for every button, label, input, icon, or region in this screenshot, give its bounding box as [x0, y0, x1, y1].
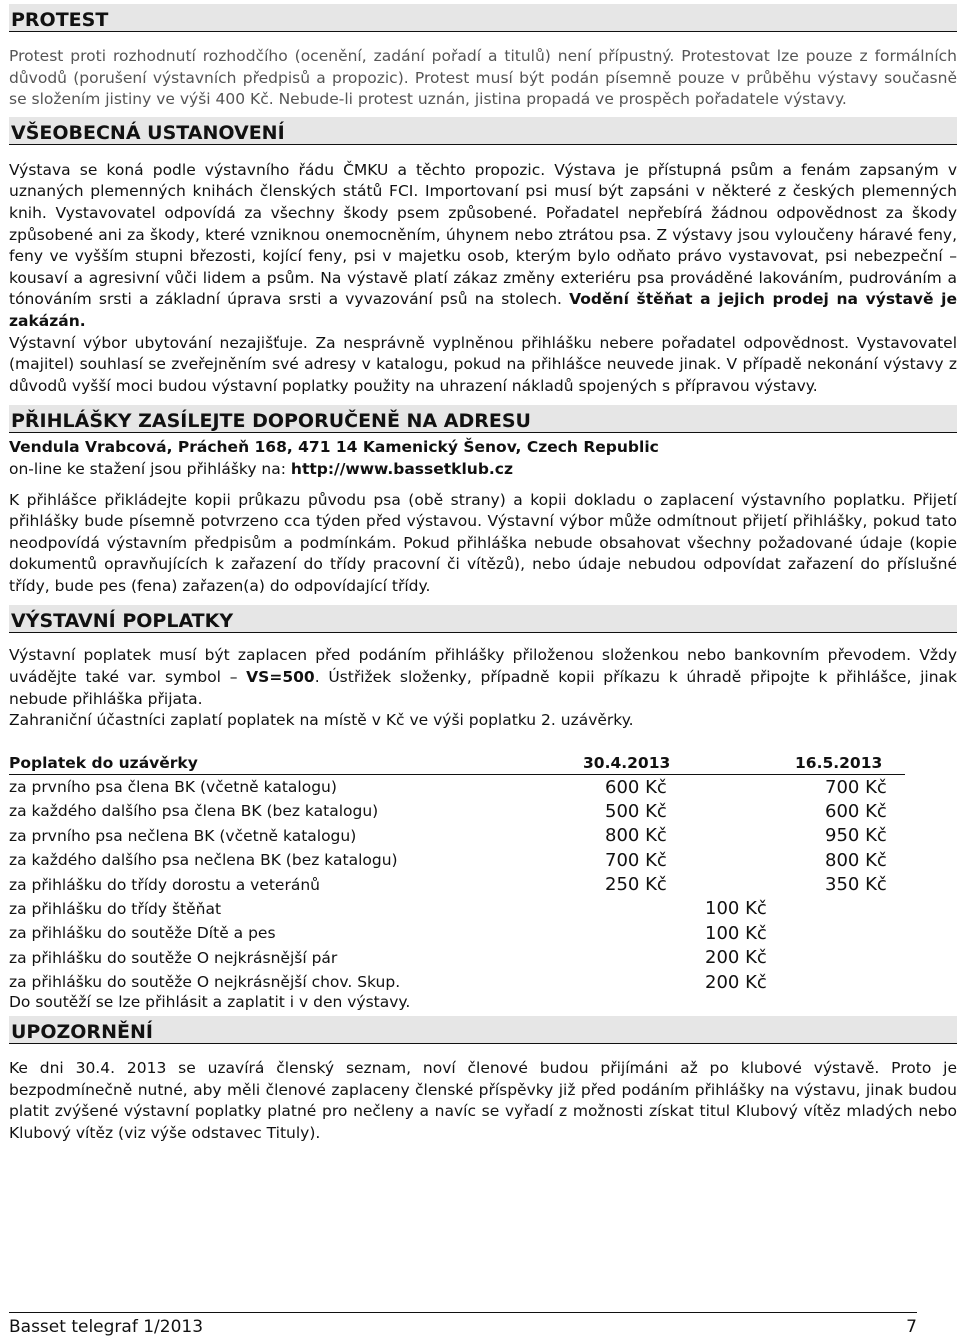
fee-amount-single: 100 Kč: [705, 898, 767, 920]
fee-row: [9, 946, 905, 970]
applications-text: K přihlášce přikládejte kopii průkazu původu psa (obě strany) a kopii dokladu o zaplacení výstavního poplatku. Přijetí přihlášky bude písemně potvrzeno cca týden před výstavou. Výstavní výbor může odmítnout přijetí přihlášky, pokud tato neodpovídá výstavním předpisům a podmínkám. Pokud přihláška nebude obsahovat všechny požadované údaje (kopie dokumentů opravňujících k zařazení do třídy pracovní či vítězů), nebo údaje nebudou odpovídat zařazení do příslušné třídy, bude pes (fena) zařazen(a) do odpovídající třídy.: [9, 490, 957, 595]
fees-text-a: Výstavní poplatek musí být zaplacen před podáním přihlášky přiloženou složenkou nebo bankovním převodem. Vždy uvádějte také var. symbol –: [9, 646, 957, 687]
notice-heading: UPOZORNĚNÍ: [9, 1016, 957, 1044]
fee-row: [9, 921, 905, 945]
fees-table-header: [9, 752, 905, 775]
applications-address: Vendula Vrabcová, Prácheň 168, 471 14 Kamenický Šenov, Czech Republic: [9, 438, 659, 457]
header-deadline-label: Poplatek do uzávěrky: [9, 752, 583, 775]
applications-heading: PŘIHLÁŠKY ZASÍLEJTE DOPORUČENĚ NA ADRESU: [9, 405, 957, 433]
fee-label: za přihlášku do soutěže O nejkrásnější chov. Skup.: [9, 973, 401, 992]
fee-amount-deadline-2: 800 Kč: [825, 849, 887, 871]
fees-text: [9, 645, 957, 710]
fee-amount-deadline-1: 700 Kč: [605, 849, 667, 871]
fee-amount-single: 100 Kč: [705, 922, 767, 944]
page-number: 7: [906, 1317, 917, 1337]
fee-row: [9, 774, 905, 799]
protest-heading: PROTEST: [9, 4, 957, 32]
fee-amount-deadline-2: 600 Kč: [825, 800, 887, 822]
fee-label: za každého dalšího psa člena BK (bez katalogu): [9, 802, 379, 821]
fee-label: za přihlášku do třídy dorostu a veteránů: [9, 875, 320, 894]
fees-table-note: Do soutěží se lze přihlásit a zaplatit i v den výstavy.: [9, 993, 411, 1012]
fee-amount-deadline-1: 600 Kč: [605, 776, 667, 798]
fee-label: za přihlášku do třídy štěňat: [9, 899, 222, 918]
fee-amount-deadline-1: 500 Kč: [605, 800, 667, 822]
applications-online: [9, 459, 957, 481]
fee-label: za každého dalšího psa nečlena BK (bez katalogu): [9, 851, 398, 870]
header-date-2: 16.5.2013: [795, 752, 905, 775]
fee-row: [9, 872, 905, 896]
var-symbol: VS=500: [246, 668, 315, 687]
fee-row: [9, 897, 905, 921]
fee-label: za prvního psa člena BK (včetně katalogu): [9, 778, 337, 797]
fee-row: [9, 970, 905, 994]
fees-table: [9, 752, 905, 995]
fee-label: za přihlášku do soutěže O nejkrásnější pár: [9, 948, 338, 967]
document-page: [9, 0, 957, 1144]
fee-amount-single: 200 Kč: [705, 947, 767, 969]
fee-row: [9, 799, 905, 823]
online-label: on-line ke stažení jsou přihlášky na:: [9, 459, 291, 478]
general-paragraph-1: [9, 160, 957, 333]
general-paragraph-1-bold: Vodění štěňat a jejich prodej na výstavě je zakázán.: [9, 290, 957, 330]
fee-row: [9, 824, 905, 848]
notice-text: Ke dni 30.4. 2013 se uzavírá členský seznam, noví členové budou přijímáni až po klubové výstavě. Proto je bezpodmínečně nutné, aby měli členové zaplaceny členské příspěvky již před podáním přihlášky na výstavu, jinak budou platit zvýšené výstavní poplatky platné pro nečleny a navíc se vyřadí z možnosti získat titul Klubový vítěz mladých nebo Klubový vítěz (viz výše odstavec Tituly).: [9, 1058, 957, 1142]
fee-amount-deadline-1: 800 Kč: [605, 825, 667, 847]
fee-amount-deadline-2: 350 Kč: [825, 874, 887, 896]
fees-text-b: . Ústřižek složenky, případně kopii příkazu k úhradě připojte k přihlášce, jinak nebude přihláška přijata.: [9, 668, 957, 708]
general-paragraph-2: Výstavní výbor ubytování nezajišťuje. Za nesprávně vyplněnou přihlášku nebere pořadatel odpovědnost. Vystavovatel (majitel) souhlasí se zveřejněním své adresy v katalogu, pokud na přihlášce neuvede jinak. V případě nekonání výstavy z důvodů vyšší moci budou výstavní poplatky použity na uhrazení nákladů spojených s přípravou výstavy.: [9, 333, 957, 395]
fees-foreign-note: Zahraniční účastníci zaplatí poplatek na místě v Kč ve výši poplatku 2. uzávěrky.: [9, 711, 634, 730]
fee-amount-single: 200 Kč: [705, 971, 767, 993]
fees-heading: VÝSTAVNÍ POPLATKY: [9, 605, 957, 633]
general-paragraph-1-text: Výstava se koná podle výstavního řádu ČMKU a těchto propozic. Výstava je přístupná psům a fenám zapsaným v uznaných plemenných knihách členských států FCI. Importovaní psi musí být zapsáni v některé z českých plemenných knih. Vystavovatel odpovídá za všechny škody psem způsobené. Pořadatel nepřebírá žádnou odpovědnost za škody způsobené ani za škody, které vzniknou onemocněním, úhynem nebo ztrátou psa. Z výstavy jsou vyloučeny háravé feny, feny ve vyšším stupni březosti, kojící feny, psi v majetku osob, kterým bylo odňato právo vystavovat, psi nebezpeční – kousaví a agresivní vůči lidem a psům. Na výstavě platí zákaz změny exteriéru psa prováděné lakováním, pudrováním a tónováním srsti a základní úprava srsti a vyvazování psů na stolech.: [9, 160, 957, 309]
protest-text: Protest proti rozhodnutí rozhodčího (ocenění, zadání pořadí a titulů) není přípustný. Protestovat lze pouze z formálních důvodů (porušení výstavních předpisů a propozic). Protest musí být podán písemně pouze v průběhu výstavy současně se složením jistiny ve výši 400 Kč. Nebude-li protest uznán, jistina propadá ve prospěch pořadatele výstavy.: [9, 47, 957, 109]
fee-amount-deadline-2: 700 Kč: [825, 776, 887, 798]
fee-row: [9, 848, 905, 872]
publication-name: Basset telegraf 1/2013: [9, 1317, 204, 1337]
online-url-link[interactable]: http://www.bassetklub.cz: [290, 459, 514, 478]
general-heading: VŠEOBECNÁ USTANOVENÍ: [9, 117, 957, 145]
fee-label: za přihlášku do soutěže Dítě a pes: [9, 924, 276, 943]
fee-amount-deadline-2: 950 Kč: [825, 825, 887, 847]
fee-label: za prvního psa nečlena BK (včetně katalogu): [9, 826, 357, 845]
header-date-1: 30.4.2013: [583, 752, 795, 775]
fee-amount-deadline-1: 250 Kč: [605, 874, 667, 896]
page-footer: [9, 1312, 917, 1337]
